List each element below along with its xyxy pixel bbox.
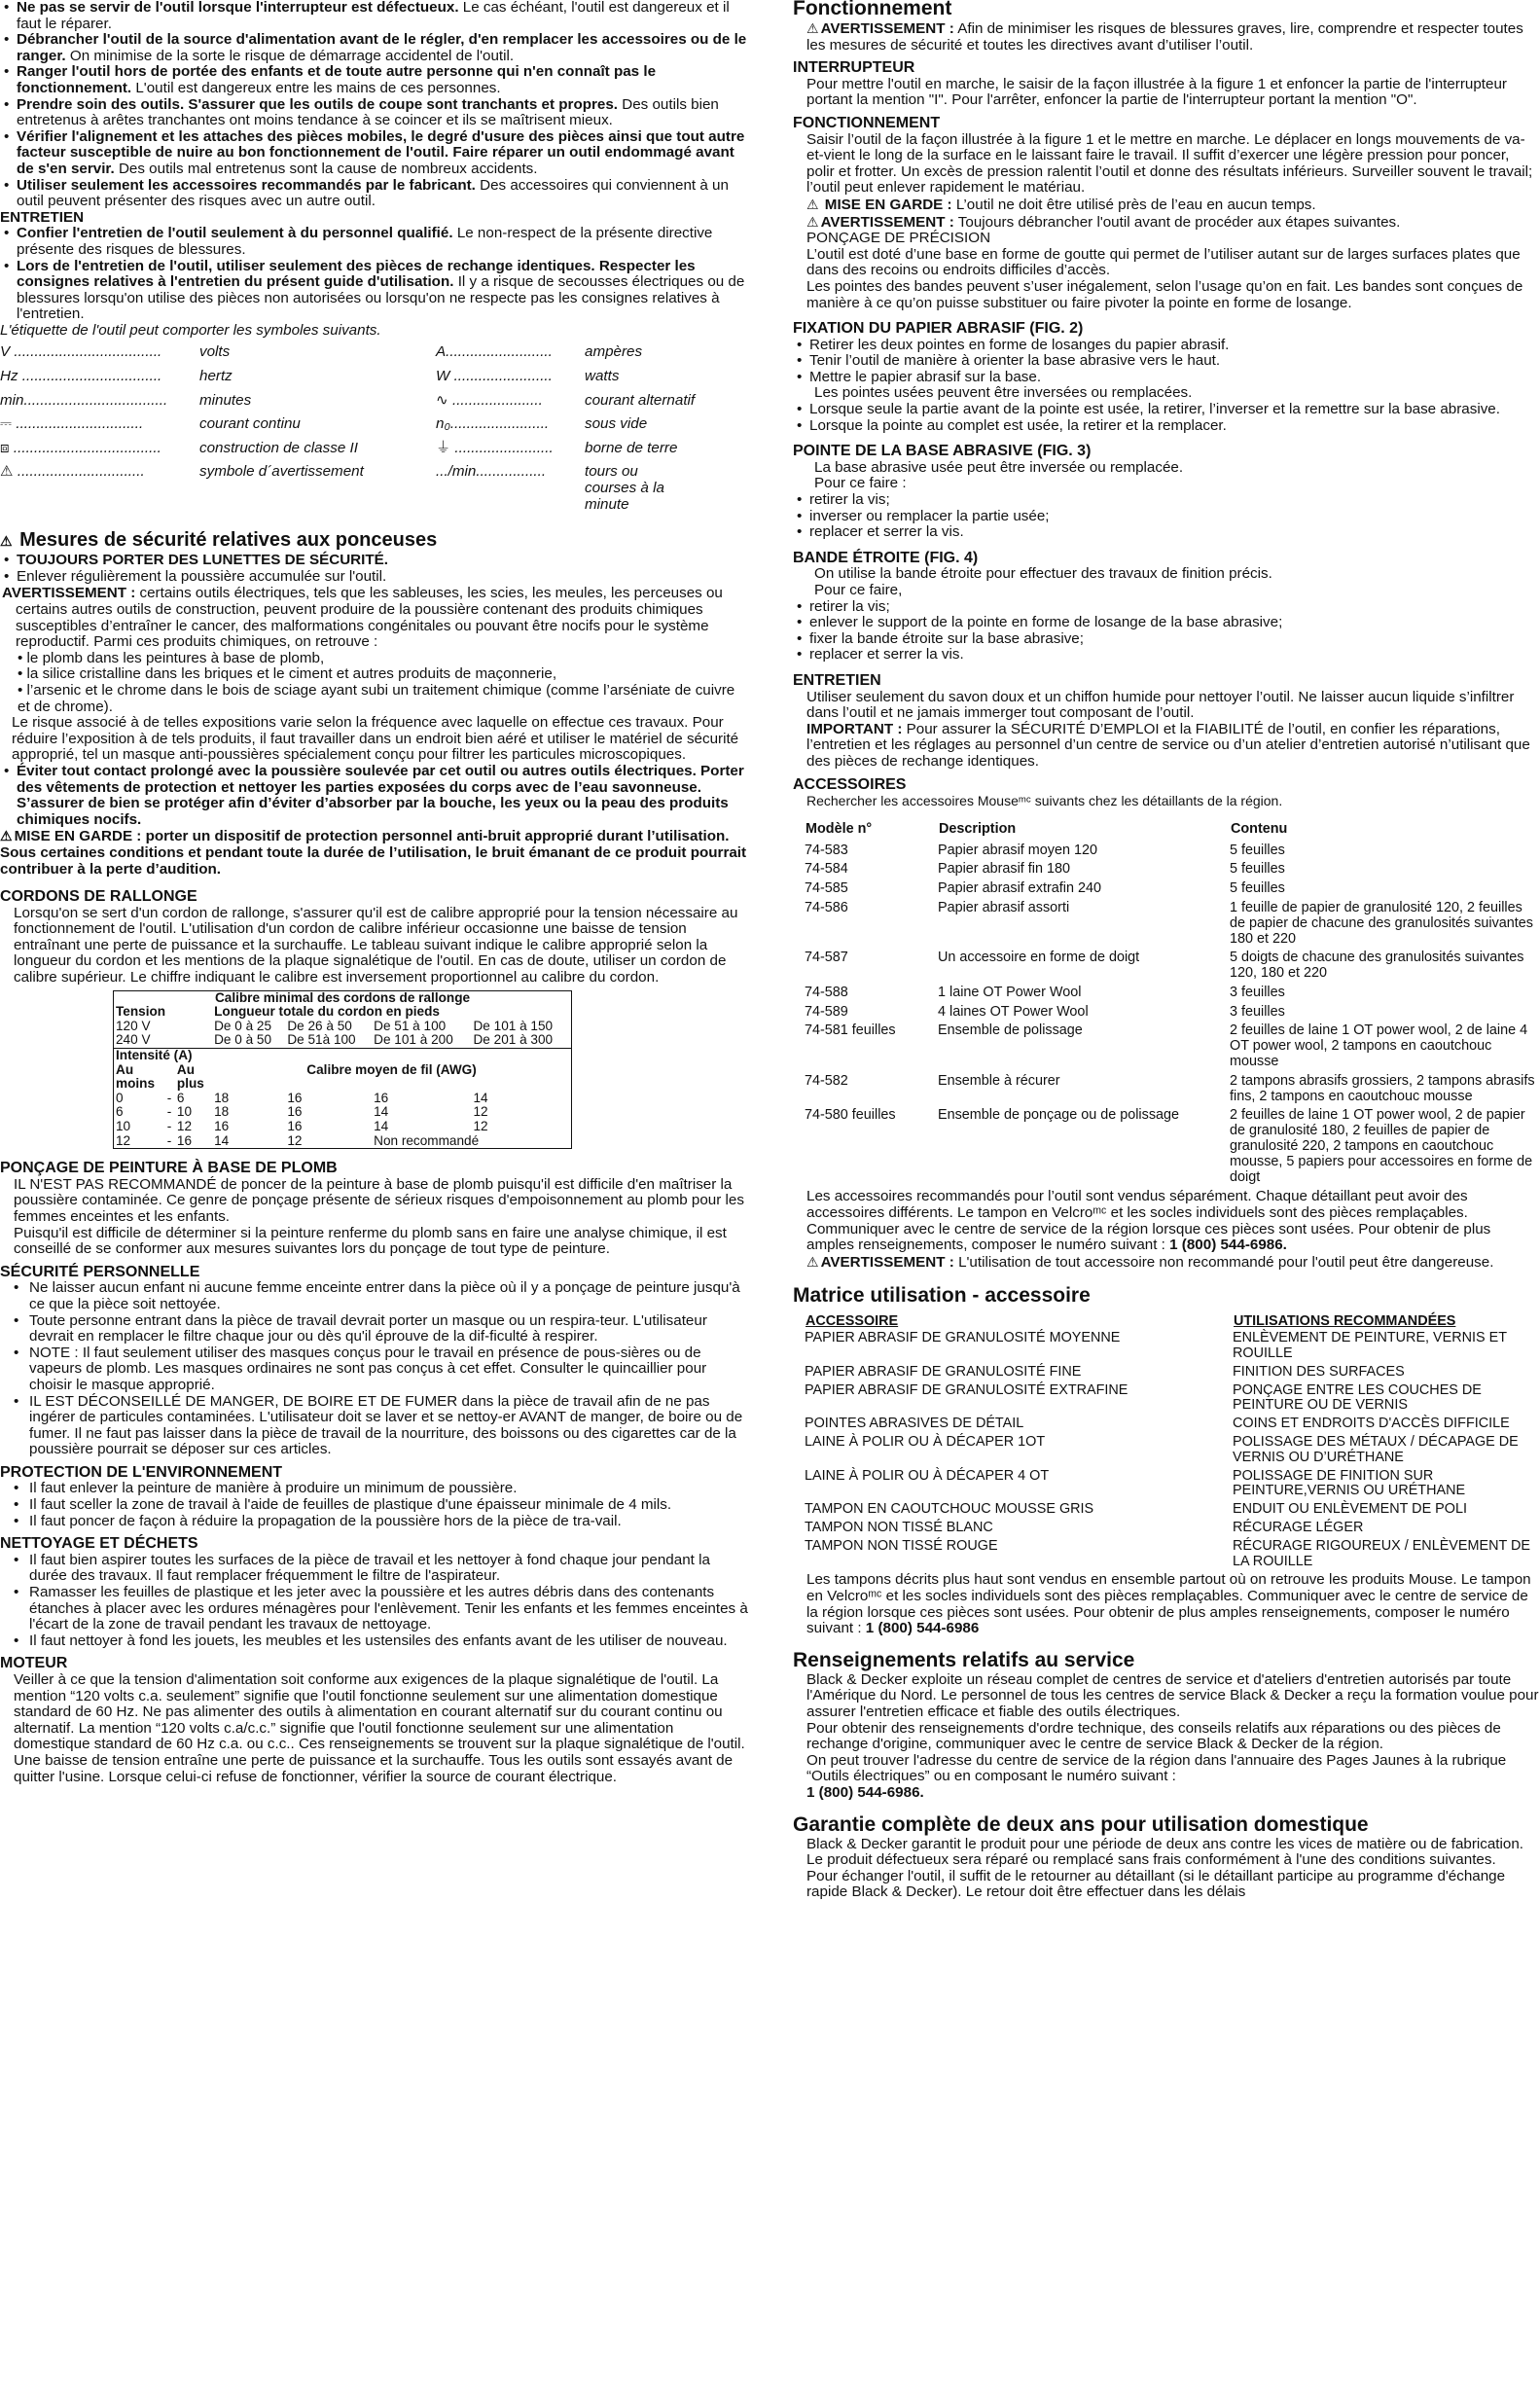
paragraph: Pour obtenir des renseignements d'ordre technique, des conseils relatifs aux réparations ou des pièces de rechange d'origine, communiquer avec le centre de service Black & Decker de la région. bbox=[806, 1719, 1501, 1753]
table-cell: De 51 à 100 bbox=[374, 1018, 447, 1033]
list-item: • Mettre le papier abrasif sur la base. bbox=[793, 370, 1540, 386]
table-row: TAMPON NON TISSÉ ROUGE RÉCURAGE RIGOUREUX / ENLÈVEMENT DE LA ROUILLE bbox=[805, 1537, 1530, 1569]
table-row: 10 - 12 16 16 14 12 bbox=[116, 1119, 488, 1133]
section-heading: ENTRETIEN bbox=[793, 671, 881, 689]
table-header: ACCESSOIRE bbox=[806, 1313, 899, 1330]
list-item: • Toute personne entrant dans la pièce de travail devrait porter un masque ou un respira-teur. L'utilisateur devrait en remplacer le filtre chaque jour ou dès qu'il éprouve de la dif-ficulté à respirer. bbox=[0, 1313, 749, 1345]
table-cell: De 101 à 150 bbox=[473, 1018, 554, 1033]
table-row: LAINE À POLIR OU À DÉCAPER 1OT POLISSAGE DES MÉTAUX / DÉCAPAGE DE VERNIS OU D’URÉTHANE bbox=[805, 1434, 1519, 1465]
paragraph: IMPORTANT : Pour assurer la SÉCURITÉ D’EMPLOI et la FIABILITÉ de l’outil, en confier les réparations, l’entretien et les réglages au personnel d’un centre de service ou d’un atelier d’entretien autorisé n’utilisant que des pièces de rechange identiques. bbox=[806, 720, 1530, 770]
warning-paragraph: ⚠ MISE EN GARDE : porter un dispositif de protection personnel anti-bruit approprié durant l’utilisation. Sous certaines conditions et pendant toute la durée de l’utilisation, le bruit émanant de ce produit pourrait contribuer à la perte d’audition. bbox=[0, 828, 747, 878]
table-header: Au bbox=[176, 1061, 196, 1077]
paragraph: Pour ce faire, bbox=[814, 582, 903, 598]
table-row: 6 - 10 18 16 14 12 bbox=[116, 1104, 488, 1120]
section-heading: Matrice utilisation - accessoire bbox=[793, 1284, 1091, 1308]
section-heading: PONÇAGE DE PEINTURE À BASE DE PLOMB bbox=[0, 1160, 338, 1177]
symbol-cell: ⧈ .................................... bbox=[0, 439, 161, 456]
table-row: PAPIER ABRASIF DE GRANULOSITÉ EXTRAFINE PONÇAGE ENTRE LES COUCHES DE PEINTURE OU DE VERNIS bbox=[805, 1381, 1482, 1414]
list-item: • enlever le support de la pointe en forme de losange de la base abrasive; bbox=[793, 615, 1540, 631]
section-heading: MOTEUR bbox=[0, 1655, 68, 1672]
cord-table bbox=[113, 990, 572, 1150]
symbol-cell: min................................... bbox=[0, 391, 168, 409]
table-header: Au bbox=[116, 1061, 134, 1077]
top-bullets bbox=[0, 0, 749, 210]
list-item: • Prendre soin des outils. S'assurer que les outils de coupe sont tranchants et propres. Des outils bien entretenus à arêtes tranchantes ont moins tendance à se coincer et ils se maîtrisent mieux. bbox=[0, 97, 749, 129]
symbol-meaning: tours ou courses à la minute bbox=[585, 463, 664, 513]
section-heading: Renseignements relatifs au service bbox=[793, 1648, 1135, 1671]
table-cell: De 201 à 300 bbox=[473, 1032, 554, 1048]
list-item: • l’arsenic et le chrome dans le bois de sciage ayant subi un traitement chimique (comme l’arséniate de cuivre et de chrome). bbox=[18, 681, 735, 715]
warning-paragraph: ⚠ MISE EN GARDE : L’outil ne doit être utilisé près de l’eau en aucun temps. bbox=[806, 196, 1316, 213]
list-item: • Lors de l'entretien de l'outil, utiliser seulement des pièces de rechange identiques. Respecter les consignes relatives à l'entretien du présent guide d'utilisation. Il y a risque de secousses électriques ou de blessures lorsqu'on utilise des pièces non autorisées ou lorsqu'on ne respecte pas les consignes relatives à l'entretien. bbox=[0, 259, 749, 323]
symbol-meaning: borne de terre bbox=[585, 439, 678, 456]
usage-matrix-table bbox=[805, 1313, 1539, 1572]
section-heading: CORDONS DE RALLONGE bbox=[0, 888, 197, 906]
paragraph: On peut trouver l'adresse du centre de service de la région dans l'annuaire des Pages Jaunes à la rubrique “Outils électriques” ou en composant le numéro suivant : bbox=[806, 1751, 1507, 1785]
table-row: TAMPON NON TISSÉ BLANC RÉCURAGE LÉGER bbox=[805, 1519, 1364, 1535]
symbol-cell: n₀........................ bbox=[436, 415, 550, 433]
paragraph: Les tampons décrits plus haut sont vendus en ensemble partout où on retrouve les produits Mouse. Le tampon en Velcroᵐᶜ et les socles individuels sont des pièces remplaçables. Communiquer avec le centre de service de la région lorsque ces pièces sont usées. Pour obtenir de plus amples renseignements, composer le numéro suivant : 1 (800) 544-6986 bbox=[806, 1571, 1531, 1637]
warning-icon: ⚠ bbox=[806, 213, 819, 230]
table-cell: De 0 à 25 bbox=[214, 1018, 272, 1033]
list-item: • Tenir l’outil de manière à orienter la base abrasive vers le haut. bbox=[793, 353, 1540, 370]
table-row: 74-584 Papier abrasif fin 180 5 feuilles bbox=[805, 861, 1285, 878]
symbol-meaning: construction de classe II bbox=[199, 439, 358, 456]
paragraph: Veiller à ce que la tension d'alimentation soit conforme aux exigences de la plaque signalétique de l'outil. La mention “120 volts c.a. seulement” signifie que l'outil fonctionne seulement sur une alimentation domestique standard de 60 Hz. Ne pas alimenter des outils à alimentation en courant alternatif sur du courant continu ou alternatif. La mention “120 volts c.a/c.c.” signifie que l'outil fonctionne seulement sur une alimentation domestique standard de 60 Hz c.a. ou c.c.. Ces renseignements se trouvent sur la plaque signalétique de l'outil. Une baisse de tension entraîne une perte de puissance et la surchauffe. Tous les outils sont essayés avant de quitter l'usine. Lorsque celui-ci refuse de fonctionner, vérifier la source de courant électrique. bbox=[14, 1671, 745, 1785]
section-heading: FONCTIONNEMENT bbox=[793, 114, 941, 131]
list-item: • replacer et serrer la vis. bbox=[793, 647, 1540, 664]
symbol-meaning: volts bbox=[199, 343, 231, 361]
table-row: 74-585 Papier abrasif extrafin 240 5 feuilles bbox=[805, 880, 1285, 897]
section-heading: SÉCURITÉ PERSONNELLE bbox=[0, 1263, 200, 1280]
table-row: POINTES ABRASIVES DE DÉTAIL COINS ET ENDROITS D'ACCÈS DIFFICILE bbox=[805, 1416, 1510, 1432]
table-row: PAPIER ABRASIF DE GRANULOSITÉ MOYENNE ENLÈVEMENT DE PEINTURE, VERNIS ET ROUILLE bbox=[805, 1330, 1507, 1362]
table-cell: De 101 à 200 bbox=[374, 1032, 453, 1048]
table-header: Contenu bbox=[1231, 820, 1288, 837]
table-row: PAPIER ABRASIF DE GRANULOSITÉ FINE FINITION DES SURFACES bbox=[805, 1363, 1405, 1380]
symbol-meaning: courant alternatif bbox=[585, 391, 696, 409]
paragraph: Le risque associé à de telles expositions varie selon la fréquence avec laquelle on effectue ces travaux. Pour réduire l’exposition à de tels produits, il faut travailler dans un endroit bien aéré et utiliser le matériel de sécurité approprié, tel un masque anti-poussières spécialement conçu pour filtrer les particules microscopiques. bbox=[12, 714, 739, 764]
table-cell: De 51à 100 bbox=[287, 1032, 356, 1048]
table-title: Calibre minimal des cordons de rallonge bbox=[214, 989, 471, 1005]
symbol-cell: W ........................ bbox=[436, 368, 553, 385]
table-header: Intensité (A) bbox=[114, 1049, 572, 1063]
table-header: UTILISATIONS RECOMMANDÉES bbox=[1234, 1313, 1456, 1330]
table-row: 74-581 feuilles Ensemble de polissage 2 feuilles de laine 1 OT power wool, 2 de laine 4 OT power wool, 2 tampons en caoutchouc mousse bbox=[805, 1022, 1528, 1070]
symbol-cell: ⚠ ............................... bbox=[0, 463, 145, 481]
table-row: LAINE À POLIR OU À DÉCAPER 4 OT POLISSAGE DE FINITION SUR PEINTURE,VERNIS OU URÉTHANE bbox=[805, 1467, 1466, 1499]
table-row: 74-582 Ensemble à récurer 2 tampons abrasifs grossiers, 2 tampons abrasifs fins, 2 tampons en caoutchouc mousse bbox=[805, 1072, 1535, 1104]
table-row: 0 - 6 18 16 16 14 bbox=[116, 1090, 488, 1105]
warning-paragraph: ⚠ AVERTISSEMENT : Afin de minimiser les risques de blessures graves, lire, comprendre et respecter toutes les mesures de sécurité et toutes les directives avant d’utiliser l’outil. bbox=[806, 20, 1523, 54]
list-item: • Il faut bien aspirer toutes les surfaces de la pièce de travail et les nettoyer à fond chaque jour pendant la durée des travaux. Il faut remplacer fréquemment le filtre de l'aspirateur. bbox=[0, 1553, 749, 1585]
list-item: • la silice cristalline dans les briques et le ciment et autres produits de maçonnerie, bbox=[18, 665, 557, 683]
table-row: 74-589 4 laines OT Power Wool 3 feuilles bbox=[805, 1003, 1285, 1020]
list-item: • Il faut poncer de façon à réduire la propagation de la poussière hors de la pièce de tra-vail. bbox=[0, 1514, 749, 1530]
symbol-cell: ⏚ ........................ bbox=[436, 439, 554, 456]
table-row: TAMPON EN CAOUTCHOUC MOUSSE GRIS ENDUIT OU ENLÈVEMENT DE POLI bbox=[805, 1501, 1467, 1518]
subsection-title: PONÇAGE DE PRÉCISION bbox=[806, 230, 991, 247]
symbol-meaning: courant continu bbox=[199, 415, 301, 433]
paragraph: La base abrasive usée peut être inversée ou remplacée. bbox=[814, 458, 1184, 476]
paragraph: Les accessoires recommandés pour l’outil sont vendus séparément. Chaque détaillant peut avoir des accessoires différents. Le tampon en Velcroᵐᶜ et les socles individuels sont des pièces remplaçables. Communiquer avec le centre de service de la région lorsque ces pièces sont usées. Pour obtenir de plus amples renseignements, composer le numéro suivant : 1 (800) 544-6986. bbox=[806, 1188, 1491, 1254]
warning-icon: ⚠ bbox=[806, 20, 819, 36]
list-item: • Ne pas se servir de l'outil lorsque l'interrupteur est défectueux. Le cas échéant, l'outil est dangereux et il faut le réparer. bbox=[0, 0, 749, 32]
paragraph: L’outil est doté d’une base en forme de goutte qui permet de l’utiliser autant sur de larges surfaces plates que dans des recoins ou endroits difficiles d’accès. bbox=[806, 245, 1521, 279]
warning-paragraph: ⚠ AVERTISSEMENT : Toujours débrancher l'outil avant de procéder aux étapes suivantes. bbox=[806, 213, 1401, 231]
warning-icon: ⚠ bbox=[0, 533, 13, 550]
accessories-table bbox=[805, 821, 1539, 1190]
table-header: Modèle n° bbox=[806, 820, 873, 837]
symbol-cell: ⎓ ............................... bbox=[0, 415, 144, 433]
section-heading: BANDE ÉTROITE (FIG. 4) bbox=[793, 549, 979, 566]
table-row: 12 - 16 14 12 Non recommandé bbox=[116, 1132, 480, 1148]
list-item: • Confier l'entretien de l'outil seulement à du personnel qualifié. Le non-respect de la présente directive présente des risques de blessures. bbox=[0, 226, 749, 258]
list-item: • Vérifier l'alignement et les attaches des pièces mobiles, le degré d'usure des pièces ainsi que tout autre facteur susceptible de nuire au bon fonctionnement de l'outil. Faire réparer un outil endommagé avant de s'en servir. Des outils mal entretenus sont la cause de nombreux accidents. bbox=[0, 129, 749, 178]
table-cell: De 26 à 50 bbox=[287, 1018, 352, 1033]
symbols-grid bbox=[0, 344, 749, 513]
list-item: • IL EST DÉCONSEILLÉ DE MANGER, DE BOIRE ET DE FUMER dans la pièce de travail afin de ne pas ingérer de particules contaminées. L'utilisateur doit se laver et se nettoy-er AVANT de manger, de boire ou de fumer. Il ne faut pas laisser dans la pièce de travail de la nourriture, des boissons ou des cigarettes car de la poussière pourrait se déposer sur ces articles. bbox=[0, 1394, 749, 1458]
table-row: 74-583 Papier abrasif moyen 120 5 feuilles bbox=[805, 842, 1285, 858]
table-row: 74-588 1 laine OT Power Wool 3 feuilles bbox=[805, 984, 1285, 1000]
list-item: • le plomb dans les peintures à base de plomb, bbox=[18, 649, 325, 666]
list-item: • Enlever régulièrement la poussière accumulée sur l'outil. bbox=[0, 569, 749, 586]
symbol-cell: Hz .................................. bbox=[0, 368, 162, 385]
paragraph: Black & Decker exploite un réseau complet de centres de service et d'ateliers d'entretien autorisés par toute l'Amérique du Nord. Le personnel de tous les centres de service Black & Decker a reçu la formation voulue pour assurer l'entretien efficace et fiable des outils électriques. bbox=[806, 1670, 1539, 1720]
list-item: • retirer la vis; bbox=[793, 599, 1540, 616]
list-item: • Il faut enlever la peinture de manière à produire un minimum de poussière. bbox=[0, 1481, 749, 1497]
table-cell: De 0 à 50 bbox=[214, 1032, 272, 1048]
list-item: • Utiliser seulement les accessoires recommandés par le fabricant. Des accessoires qui conviennent à un outil peuvent présenter des risques avec un autre outil. bbox=[0, 178, 749, 210]
paragraph: Lorsqu'on se sert d'un cordon de rallonge, s'assurer qu'il est de calibre approprié pour la tension nécessaire au fonctionnement de l'outil. L'utilisation d'un cordon de calibre inférieur occasionne une baisse de tension entraînant une perte de puissance et la surchauffe. Le tableau suivant indique le calibre approprié selon la longueur du cordon et les mentions de la plaque signalétique de l'outil. En cas de doute, utiliser un cordon de calibre supérieur. Le chiffre indiquant le calibre est inversement proportionnel au calibre du cordon. bbox=[14, 904, 738, 986]
table-row: 74-587 Un accessoire en forme de doigt 5 doigts de chacune des granulosités suivantes 120, 180 et 220 bbox=[805, 950, 1524, 982]
symbol-meaning: minutes bbox=[199, 391, 252, 409]
section-heading: Fonctionnement bbox=[793, 0, 952, 19]
symbol-cell: .../min................. bbox=[436, 463, 547, 481]
section-heading: PROTECTION DE L'ENVIRONNEMENT bbox=[0, 1463, 283, 1481]
paragraph: Black & Decker garantit le produit pour une période de deux ans contre les vices de matière ou de fabrication. Le produit défectueux sera réparé ou remplacé sans frais conformément à l'une des conditions suivantes. bbox=[806, 1835, 1524, 1869]
right-column bbox=[793, 0, 1540, 1901]
section-heading: POINTE DE LA BASE ABRASIVE (FIG. 3) bbox=[793, 443, 1092, 460]
warning-icon: ⚠ bbox=[806, 196, 819, 212]
paragraph: Utiliser seulement du savon doux et un chiffon humide pour nettoyer l’outil. Ne laisser aucun liquide s’infiltrer dans l’outil et ne jamais immerger tout composant de l’outil. bbox=[806, 688, 1515, 722]
table-header: Description bbox=[939, 820, 1017, 837]
list-item: • retirer la vis; bbox=[793, 492, 1540, 509]
paragraph: Saisir l’outil de la façon illustrée à la figure 1 et le mettre en marche. Le déplacer en longs mouvements de va-et-vient le long de la surface en le laissant faire le travail. Il suffit d’exercer une légère pression pour poncer, polir et frotter. Un excès de pression ralentit l’outil et donne des résultats inférieurs. Surveiller souvent le travail; l’outil peut enlever rapidement le matériau. bbox=[806, 130, 1533, 197]
phone-number: 1 (800) 544-6986. bbox=[806, 1783, 924, 1801]
table-cell: 120 V bbox=[116, 1018, 151, 1033]
left-column bbox=[0, 0, 749, 1785]
paragraph: On utilise la bande étroite pour effectuer des travaux de finition précis. bbox=[814, 565, 1272, 583]
symbols-intro: L'étiquette de l'outil peut comporter les symboles suivants. bbox=[0, 321, 381, 339]
table-header: Tension bbox=[116, 1004, 166, 1020]
section-heading: INTERRUPTEUR bbox=[793, 59, 915, 77]
symbol-meaning: symbole d´avertissement bbox=[199, 463, 364, 481]
paragraph: Pour mettre l'outil en marche, le saisir de la façon illustrée à la figure 1 et enfoncer la partie de l'interrupteur portant la mention "I". Pour l'arrêter, enfoncer la partie de l'interrupteur portant la mention "O". bbox=[806, 75, 1507, 109]
table-cell: 240 V bbox=[116, 1032, 151, 1048]
symbol-meaning: sous vide bbox=[585, 415, 648, 433]
list-item: • Débrancher l'outil de la source d'alimentation avant de le régler, d'en remplacer les accessoires ou de le ranger. On minimise de la sorte le risque de démarrage accidentel de l'outil. bbox=[0, 32, 749, 64]
list-item: • Lorsque seule la partie avant de la pointe est usée, la retirer, l’inverser et la remettre sur la base abrasive. bbox=[793, 402, 1540, 418]
table-header: plus bbox=[176, 1076, 204, 1092]
list-item: • Il faut sceller la zone de travail à l'aide de feuilles de plastique d'une épaisseur minimale de 4 mils. bbox=[0, 1497, 749, 1514]
paragraph: Puisqu'il est difficile de déterminer si la peinture renferme du plomb sans en faire une analyse chimique, il est conseillé de se conformer aux mesures suivantes lors du ponçage de tout type de peinture. bbox=[14, 1224, 727, 1258]
symbol-cell: V .................................... bbox=[0, 343, 162, 361]
table-row: 74-580 feuilles Ensemble de ponçage ou de polissage 2 feuilles de laine 1 OT power wool, 2 de papier de granulosité 180, 2 feuilles de papier de granulosité 220, 2 tampons en caoutchouc mousse, 5 papiers pour accessoires en forme de doigt bbox=[805, 1107, 1533, 1185]
list-item: • fixer la bande étroite sur la base abrasive; bbox=[793, 631, 1540, 648]
list-item: • TOUJOURS PORTER DES LUNETTES DE SÉCURITÉ. bbox=[0, 553, 749, 569]
warning-paragraph: ⚠ AVERTISSEMENT : L'utilisation de tout accessoire non recommandé pour l'outil peut être dangereuse. bbox=[806, 1253, 1494, 1271]
symbol-meaning: watts bbox=[585, 368, 620, 385]
section-heading: ⚠ Mesures de sécurité relatives aux ponceuses bbox=[0, 529, 438, 552]
paragraph: Rechercher les accessoires Mouseᵐᶜ suivants chez les détaillants de la région. bbox=[806, 793, 1283, 809]
list-item: • replacer et serrer la vis. bbox=[793, 524, 1540, 541]
warning-paragraph: AVERTISSEMENT : certains outils électriques, tels que les sableuses, les scies, les meules, les perceuses ou certains autres outils de construction, peuvent produire de la poussière contenant des produits chimiques susceptibles d’entraîner le cancer, des malformations congénitales ou pouvant être nocifs pour le système reproductif. Parmi ces produits chimiques, on retrouve : bbox=[2, 585, 723, 651]
list-item: • Éviter tout contact prolongé avec la poussière soulevée par cet outil ou autres outils électriques. Porter des vêtements de protection et nettoyer les parties exposées du corps avec de l’eau savonneuse. S’assurer de bien se protéger afin d’éviter d’absorber par la bouche, les yeux ou la peau des produits chimiques nocifs. bbox=[0, 764, 749, 828]
table-row: 74-586 Papier abrasif assorti 1 feuille de papier de granulosité 120, 2 feuilles de papier de chacune des granulosités suivantes 180 et 220 bbox=[805, 899, 1534, 947]
section-heading: NETTOYAGE ET DÉCHETS bbox=[0, 1535, 198, 1553]
warning-icon: ⚠ bbox=[806, 1253, 819, 1270]
paragraph: IL N'EST PAS RECOMMANDÉ de poncer de la peinture à base de plomb puisqu'il est difficile d'en maîtriser la poussière contaminée. Ce genre de ponçage présente de sérieux risques d'empoisonnement au plomb pour les femmes enceintes et les enfants. bbox=[14, 1175, 744, 1225]
list-item: • Ramasser les feuilles de plastique et les jeter avec la poussière et les autres débris dans des contenants étanches à placer avec les ordures ménagères pour l'enlèvement. Tenir les enfants et les femmes enceintes à l'écart de la zone de travail pendant les travaux de nettoyage. bbox=[0, 1585, 749, 1633]
paragraph: Pour ce faire : bbox=[814, 475, 907, 492]
symbol-cell: A.......................... bbox=[436, 343, 553, 361]
table-header: moins bbox=[116, 1076, 156, 1092]
warning-icon: ⚠ bbox=[0, 828, 13, 844]
list-item: • inverser ou remplacer la partie usée; bbox=[793, 509, 1540, 525]
section-heading: FIXATION DU PAPIER ABRASIF (FIG. 2) bbox=[793, 320, 1084, 338]
symbol-meaning: ampères bbox=[585, 343, 643, 361]
list-item: • Ne laisser aucun enfant ni aucune femme enceinte entrer dans la pièce où il y a ponçage de peinture jusqu'à ce que la pièce soit nettoyée. bbox=[0, 1280, 749, 1312]
section-heading: ACCESSOIRES bbox=[793, 775, 907, 793]
section-heading: Garantie complète de deux ans pour utilisation domestique bbox=[793, 1812, 1369, 1836]
list-item: • Retirer les deux pointes en forme de losanges du papier abrasif. bbox=[793, 338, 1540, 354]
list-item: • Lorsque la pointe au complet est usée, la retirer et la remplacer. bbox=[793, 418, 1540, 435]
table-header: Longueur totale du cordon en pieds bbox=[214, 1004, 440, 1020]
list-item: • Ranger l'outil hors de portée des enfants et de toute autre personne qui n'en connaît pas le fonctionnement. L'outil est dangereux entre les mains de ces personnes. bbox=[0, 64, 749, 96]
list-item: • Il faut nettoyer à fond les jouets, les meubles et les ustensiles des enfants avant de les utiliser de nouveau. bbox=[0, 1633, 749, 1650]
warning-icon: ⚠ bbox=[0, 463, 14, 481]
table-header: Calibre moyen de fil (AWG) bbox=[306, 1061, 477, 1077]
symbol-cell: ∿ ...................... bbox=[436, 391, 543, 409]
paragraph: Pour échanger l'outil, il suffit de le retourner au détaillant (si le détaillant participe au programme d'échange rapide Black & Decker). Le retour doit être effectuer dans les délais bbox=[806, 1867, 1506, 1901]
paragraph: Les pointes usées peuvent être inversées ou remplacées. bbox=[814, 384, 1193, 402]
paragraph: Les pointes des bandes peuvent s’user inégalement, selon l’usage qu’on en fait. Les bandes sont conçues de manière à ce qu’on puisse substituer ou faire pivoter la pointe en forme de losange. bbox=[806, 277, 1523, 311]
symbol-meaning: hertz bbox=[199, 368, 233, 385]
list-item: • NOTE : Il faut seulement utiliser des masques conçus pour le travail en présence de pous-sières ou de vapeurs de plomb. Les masques ordinaires ne sont pas conçus à cet effet. Consulter le quincaillier pour choisir le masque approprié. bbox=[0, 1345, 749, 1394]
section-heading: ENTRETIEN bbox=[0, 208, 85, 226]
